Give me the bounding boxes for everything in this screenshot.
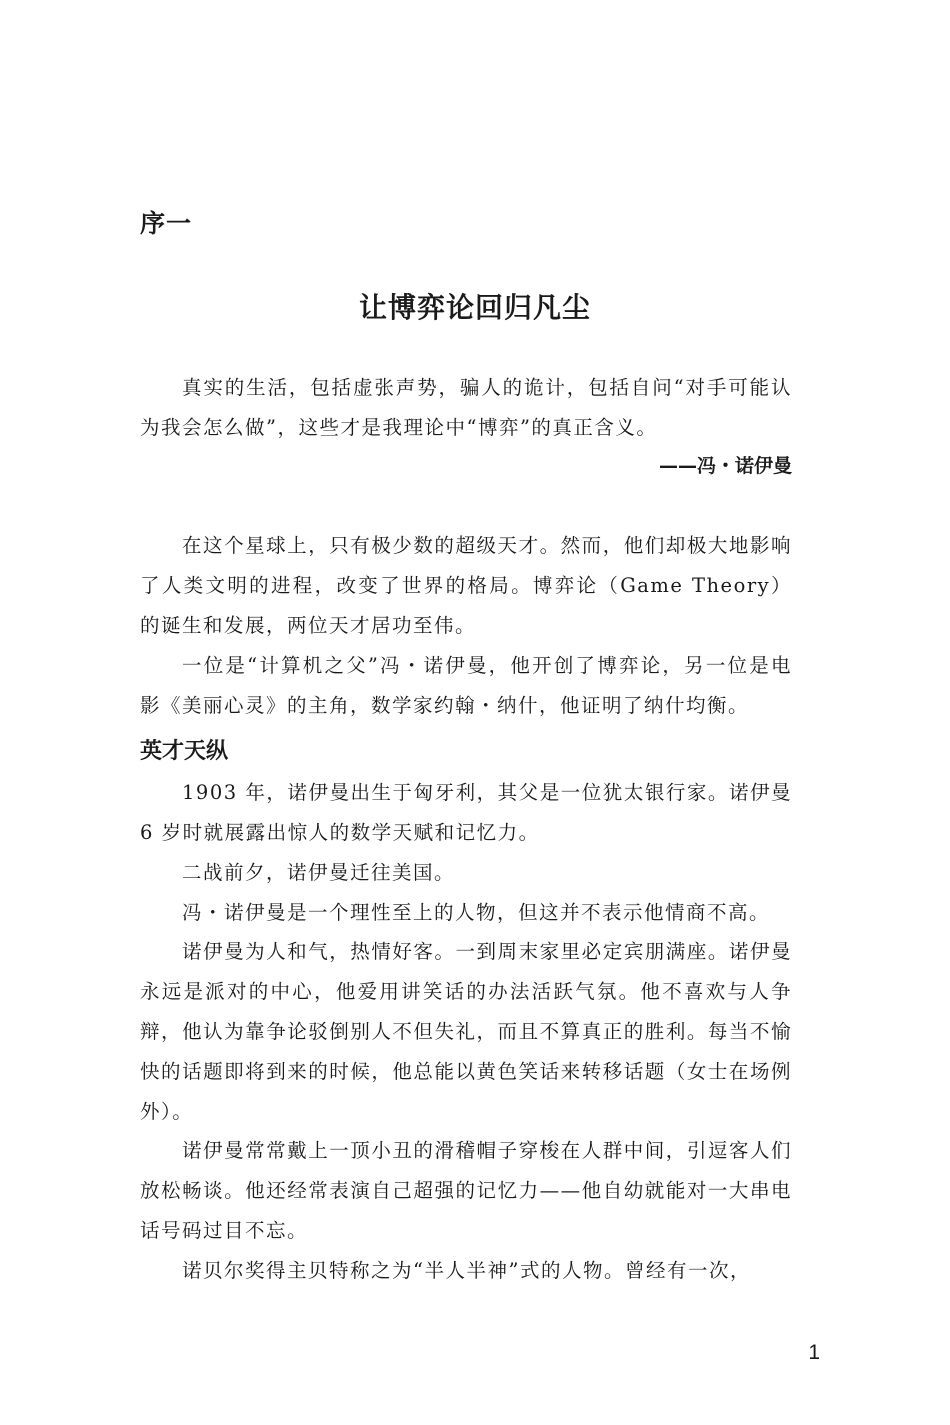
- epigraph-attribution: ——冯・诺伊曼: [658, 455, 792, 477]
- body-paragraph: 1903 年，诺伊曼出生于匈牙利，其父是一位犹太银行家。诺伊曼 6 岁时就展露出惊人的数学天赋和记忆力。: [140, 781, 792, 844]
- page-number: 1: [808, 1341, 820, 1364]
- section-heading: 英才天纵: [140, 739, 229, 764]
- body-paragraph: 二战前夕，诺伊曼迁往美国。: [182, 861, 456, 884]
- body-paragraph: 诺伊曼为人和气，热情好客。一到周末家里必定宾朋满座。诺伊曼永远是派对的中心，他爱用讲笑话的办法活跃气氛。他不喜欢与人争辩，他认为靠争论驳倒别人不但失礼，而且不算真正的胜利。每当不愉快的话题即将到来的时候，他总能以黄色笑话来转移话题（女士在场例外）。: [140, 940, 792, 1123]
- body-paragraph: 冯・诺伊曼是一个理性至上的人物，但这并不表示他情商不高。: [182, 901, 771, 924]
- preface-label: 序一: [140, 209, 193, 238]
- body-paragraph: 诺贝尔奖得主贝特称之为“半人半神”式的人物。曾经有一次，: [182, 1259, 751, 1282]
- body-paragraph: 诺伊曼常常戴上一顶小丑的滑稽帽子穿梭在人群中间，引逗客人们放松畅谈。他还经常表演自己超强的记忆力——他自幼就能对一大串电话号码过目不忘。: [140, 1139, 792, 1242]
- chapter-title: 让博弈论回归凡尘: [358, 291, 591, 324]
- epigraph-quote: 真实的生活，包括虚张声势，骗人的诡计，包括自问“对手可能认为我会怎么做”，这些才是我理论中“博弈”的真正含义。: [140, 376, 792, 439]
- intro-paragraph: 在这个星球上，只有极少数的超级天才。然而，他们却极大地影响了人类文明的进程，改变了世界的格局。博弈论（Game Theory）的诞生和发展，两位天才居功至伟。: [140, 534, 792, 637]
- intro-paragraph: 一位是“计算机之父”冯・诺伊曼，他开创了博弈论，另一位是电影《美丽心灵》的主角，数学家约翰・纳什，他证明了纳什均衡。: [140, 654, 792, 717]
